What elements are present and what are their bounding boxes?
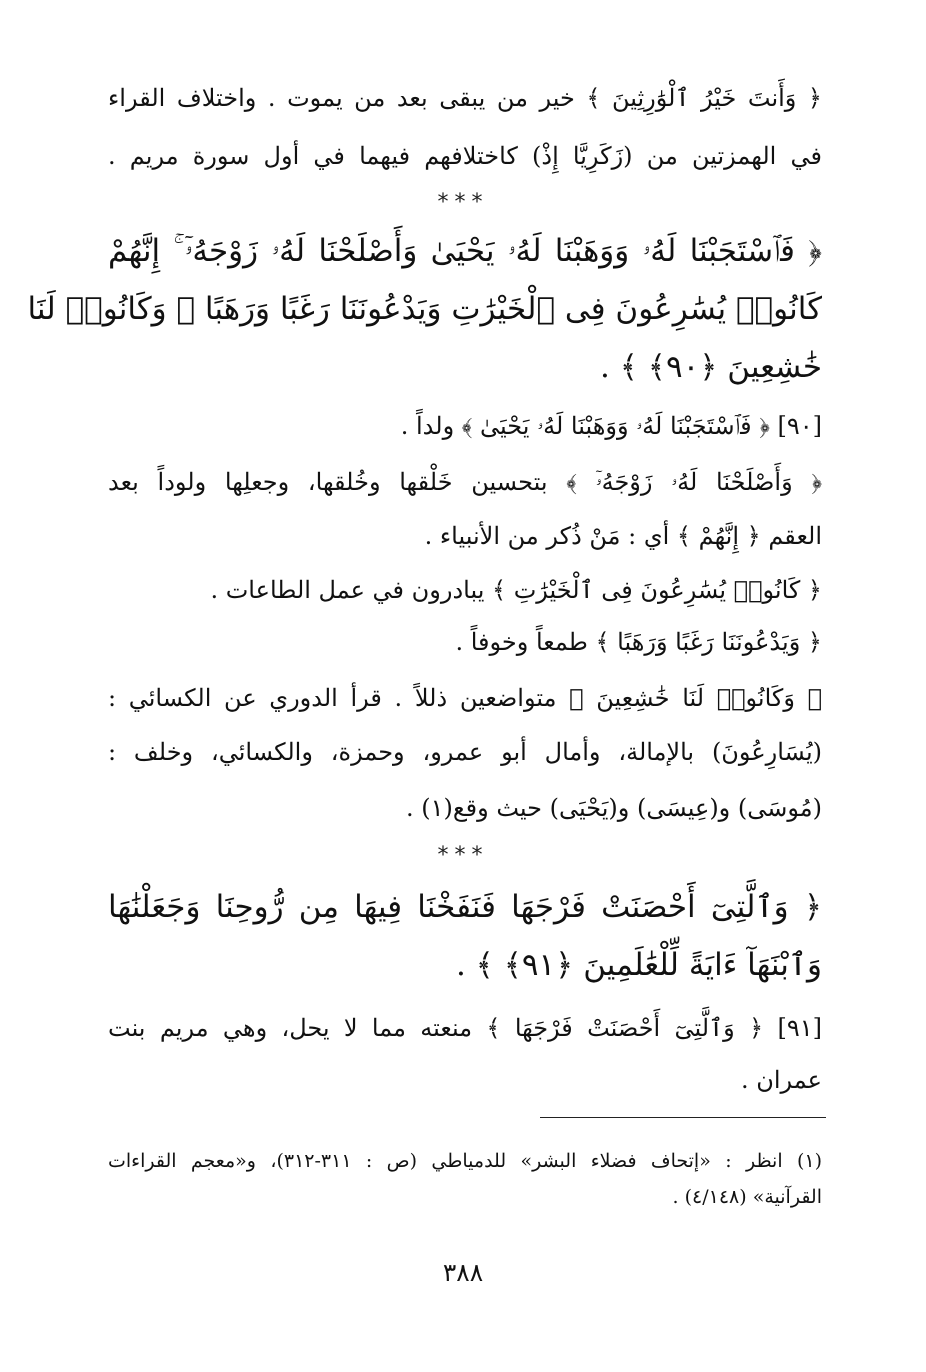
text-line: (مُوسَى) و(عِيسَى) و(يَحْيَى) حيث وقع(١) .: [406, 794, 822, 822]
text-line: ﴿ كَانُوا۟ يُسَٰرِعُونَ فِى ٱلْخَيْرَٰتِ ﴾ يبادرون في عمل الطاعات .: [210, 576, 822, 604]
quran-verse-line: خَٰشِعِينَ ﴿٩٠﴾ ﴾ .: [600, 349, 822, 385]
text-line: [٩٠] ﴿ فَٱسْتَجَبْنَا لَهُۥ وَوَهَبْنَا لَهُۥ يَحْيَىٰ ﴾ ولداً .: [400, 412, 822, 440]
quran-verse-line: ﴿ وَٱلَّتِىٓ أَحْصَنَتْ فَرْجَهَا فَنَفَخْنَا فِيهَا مِن رُّوحِنَا وَجَعَلْنَٰهَا: [108, 889, 822, 925]
footnote-rule: [540, 1117, 826, 1118]
page-number: ٣٨٨: [442, 1258, 484, 1287]
text-line: ﴿ وَكَانُوا۟ لَنَا خَٰشِعِينَ ﴾ متواضعين ذللاً . قرأ الدوري عن الكسائي :: [108, 684, 822, 712]
footnote-line: القرآنية» (٤/١٤٨) .: [672, 1186, 822, 1208]
section-separator: ***: [437, 190, 489, 215]
text-line: (يُسَارِعُونَ) بالإمالة، وأمال أبو عمرو، وحمزة، والكسائي، وخلف :: [108, 738, 822, 766]
text-line: عمران .: [741, 1066, 822, 1094]
text-line: في الهمزتين من (زَكَرِيَّا إِذْ) كاختلافهم فيهما في أول سورة مريم .: [108, 142, 822, 170]
quran-verse-line: ﴿ فَٱسْتَجَبْنَا لَهُۥ وَوَهَبْنَا لَهُۥ يَحْيَىٰ وَأَصْلَحْنَا لَهُۥ زَوْجَهُۥٓ ۚ إِنَّهُمْ: [108, 233, 822, 269]
section-separator: ***: [437, 843, 489, 868]
quran-verse-line: وَٱبْنَهَآ ءَايَةً لِّلْعَٰلَمِينَ ﴿٩١﴾ ﴾ .: [455, 947, 822, 983]
text-line: ﴿ وَأَصْلَحْنَا لَهُۥ زَوْجَهُۥٓ ﴾ بتحسين خَلْقها وخُلقها، وجعلِها ولوداً بعد: [108, 468, 822, 496]
text-line: [٩١] ﴿ وَٱلَّتِىٓ أَحْصَنَتْ فَرْجَهَا ﴾ منعته مما لا يحل، وهي مريم بنت: [108, 1014, 822, 1042]
text-line: العقم ﴿ إِنَّهُمْ ﴾ أي : مَنْ ذُكر من الأنبياء .: [424, 522, 822, 550]
footnote-line: (١) انظر : «إتحاف فضلاء البشر» للدمياطي (ص : ٣١١-٣١٢)، و«معجم القراءات: [108, 1150, 823, 1172]
quran-verse-line: كَانُوا۟ يُسَٰرِعُونَ فِى ٱلْخَيْرَٰتِ وَيَدْعُونَنَا رَغَبًا وَرَهَبًا ۖ وَكَانُوا۟ لَنَا: [27, 291, 822, 327]
text-line: ﴿ وَأَنتَ خَيْرُ ٱلْوَٰرِثِينَ ﴾ خير من يبقى بعد من يموت . واختلاف القراء: [108, 84, 822, 112]
text-line: ﴿ وَيَدْعُونَنَا رَغَبًا وَرَهَبًا ﴾ طمعاً وخوفاً .: [455, 628, 822, 656]
